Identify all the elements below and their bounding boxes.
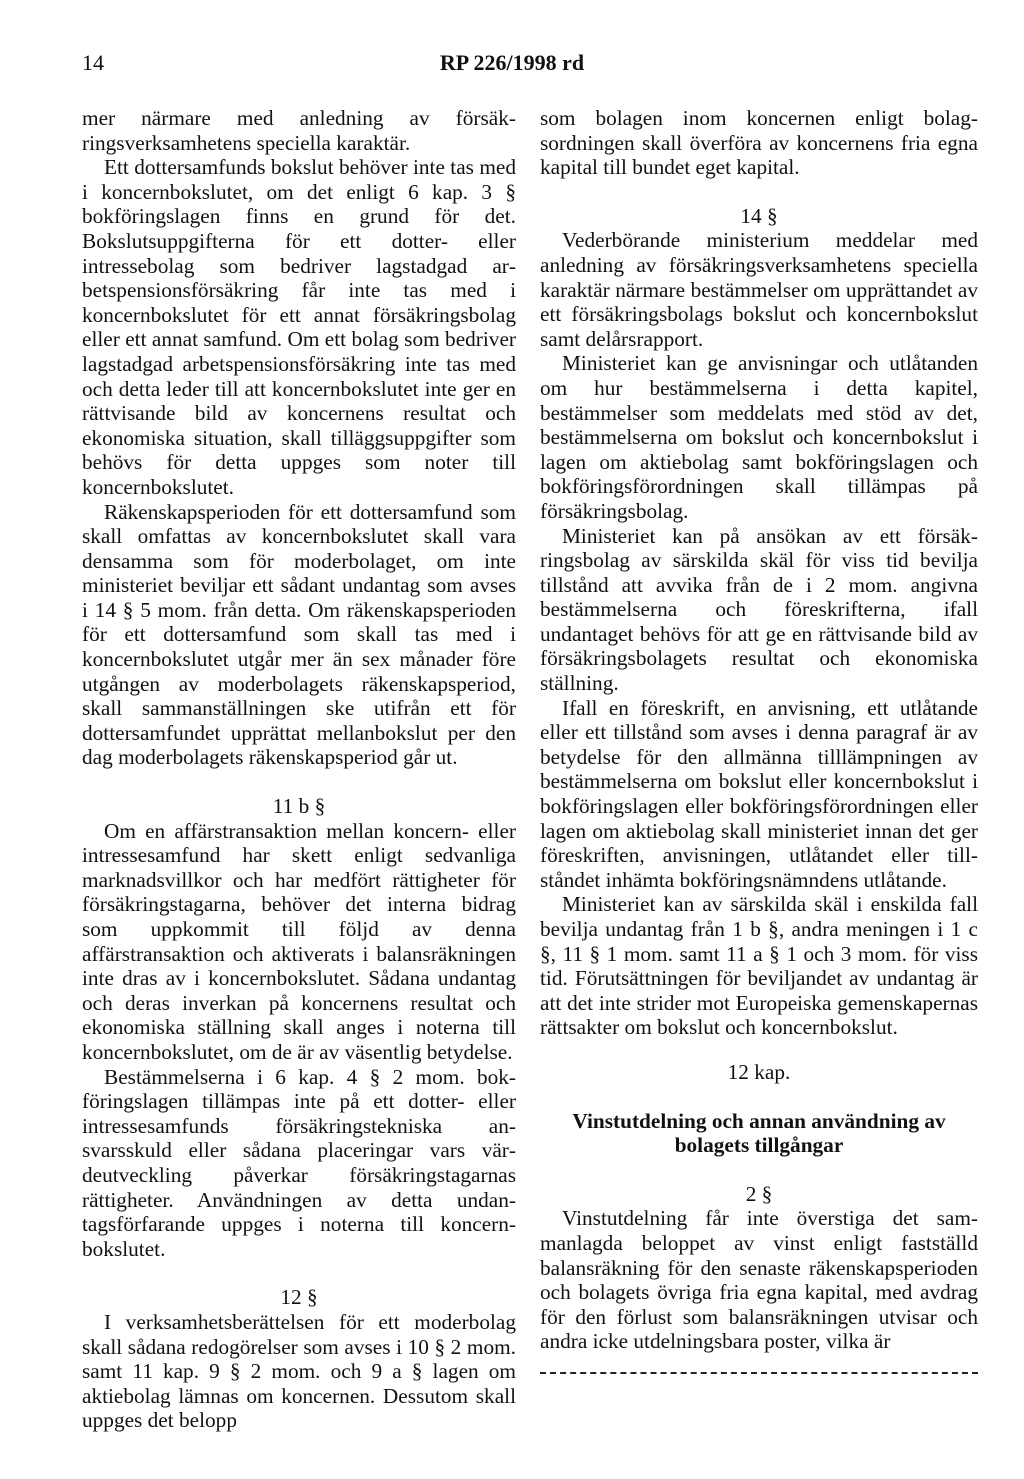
- chapter-number: 12 kap.: [727, 1059, 791, 1084]
- paragraph: Om en affärstransaktion mellan koncern- eller intressesamfund har skett enligt sedvanliga marknadsvillkor och har medfört rättigheter för försäkringstagarna, behöver det interna bidrag som uppkommit till följd av denna affärstransaktion och aktiverats i balansräkningen inte dras av i koncernbokslutet. Sådana undantag och deras inverkan på koncernens resultat och ekonomiska ställning skall anges i noterna till koncernbokslutet, om de är av väsentlig betydelse.: [82, 818, 516, 1064]
- section-number: 14 §: [740, 203, 778, 228]
- section-number: 12 §: [280, 1285, 318, 1310]
- left-column: [82, 106, 516, 1433]
- section-number: 2 §: [745, 1181, 773, 1206]
- paragraph: Bestämmelserna i 6 kap. 4 § 2 mom. bokföringslagen tillämpas inte på ett dotter- eller intressesamfunds försäkringstekniska ansvarsskuld eller sådana placeringar vars värdeutveckling påverkar försäkringstagarnas rättigheter. Användningen av detta undantagsförfarande uppges i noterna till koncernbokslutet.: [82, 1064, 516, 1261]
- section-number: 11 b §: [272, 794, 326, 819]
- right-column: [540, 106, 978, 1374]
- paragraph: Ministeriet kan av särskilda skäl i enskilda fall bevilja undantag från 1 b §, andra meningen i 1 c §, 11 § 1 mom. samt 11 a § 1 och 3 mom. för viss tid. Förutsättningen för beviljandet av undantag är att det inte strider mot Europeiska gemenskapernas rättsakter om bokslut och koncernbokslut.: [540, 892, 978, 1040]
- paragraph: I verksamhetsberättelsen för ett moderbolag skall sådana redogörelser som avses i 10 § 2 mom. samt 11 kap. 9 § 2 mom. och 9 a § lagen om aktiebolag lämnas om koncernen. Dessutom skall uppges det belopp: [82, 1309, 516, 1433]
- paragraph: Ministeriet kan på ansökan av ett försäkringsbolag av särskilda skäl för viss tid bevilja tillstånd att avvika från de i 2 mom. angivna bestämmelserna och föreskrifterna, ifall undantaget behövs för att ge en rättvisande bild av försäkringsbolagets resultat och ekonomiska ställning.: [540, 523, 978, 696]
- paragraph: Ifall en föreskrift, en anvisning, ett utlåtande eller ett tillstånd som avses i denna paragraf är av betydelse för den allmänna tilllämpningen av bestämmelserna om bokslut eller koncernbokslut i bokföringslagen eller bokföringsförordningen eller lagen om aktiebolag skall ministeriet innan det ger föreskriften, anvisningen, utlåtandet eller tillståndet inhämta bokföringsnämndens utlåtande.: [540, 695, 978, 892]
- paragraph: Ministeriet kan ge anvisningar och utlåtanden om hur bestämmelserna i detta kapitel, bestämmelser som meddelats med stöd av det, bestämmelserna om bokslut och koncernbokslut i lagen om aktiebolag samt bokföringslagen och bokföringsförordningen skall tillämpas på försäkringsbolag.: [540, 351, 978, 523]
- page-number: 14: [82, 50, 104, 75]
- chapter-heading: Vinstutdelning och annan användning av bolagets tillgångar: [572, 1108, 946, 1158]
- paragraph: som bolagen inom koncernen enligt bolagsordningen skall överföra av koncernens fria egna kapital till bundet eget kapital.: [540, 106, 978, 180]
- page-header: [0, 50, 1024, 90]
- paragraph: Räkenskapsperioden för ett dottersamfund som skall omfattas av koncernbokslutet skall vara densamma som för moderbolaget, om inte ministeriet beviljar ett sådant undantag som avses i 14 § 5 mom. från detta. Om räkenskapsperioden för ett dottersamfund som skall tas med i koncernbokslutet utgår mer än sex månader före utgången av moderbolagets räkenskapsperiod, skall sammanställningen ske utifrån ett för dottersamfundet upprättat mellanbokslut per den dag moderbolagets räkenskapsperiod går ut.: [82, 499, 516, 770]
- paragraph: Vederbörande ministerium meddelar med anledning av försäkringsverksamhetens speciella karaktär närmare bestämmelser om upprättandet av ett försäkringsbolags bokslut och koncernbokslut samt delårsrapport.: [540, 228, 978, 351]
- paragraph: Vinstutdelning får inte överstiga det sammanlagda beloppet av vinst enligt fastställd balansräkning för den senaste räkenskapsperioden och bolagets övriga fria egna kapital, med avdrag för den förlust som balansräkningen utvisar och andra icke utdelningsbara poster, vilka är: [540, 1206, 978, 1354]
- paragraph: mer närmare med anledning av försäkringsverksamhetens speciella karaktär.: [82, 106, 516, 155]
- paragraph: Ett dottersamfunds bokslut behöver inte tas med i koncernbokslutet, om det enligt 6 kap. 3 § bokföringslagen finns en grund för det. Bokslutsuppgifterna för ett dotter- eller intressebolag som bedriver lagstadgad arbetspensionsförsäkring får inte tas med i koncernbokslutet för ett annat försäkringsbolag eller ett annat samfund. Om ett bolag som bedriver lagstadgad arbetspensionsförsäkring inte tas med och detta leder till att koncernbokslutet inte ger en rättvisande bild av koncernens resultat och ekonomiska situation, skall tilläggsuppgifter som behövs för detta uppges som noter till koncernbokslutet.: [82, 155, 516, 499]
- continuation-dashed-rule: [540, 1372, 978, 1374]
- document-title: RP 226/1998 rd: [439, 50, 585, 75]
